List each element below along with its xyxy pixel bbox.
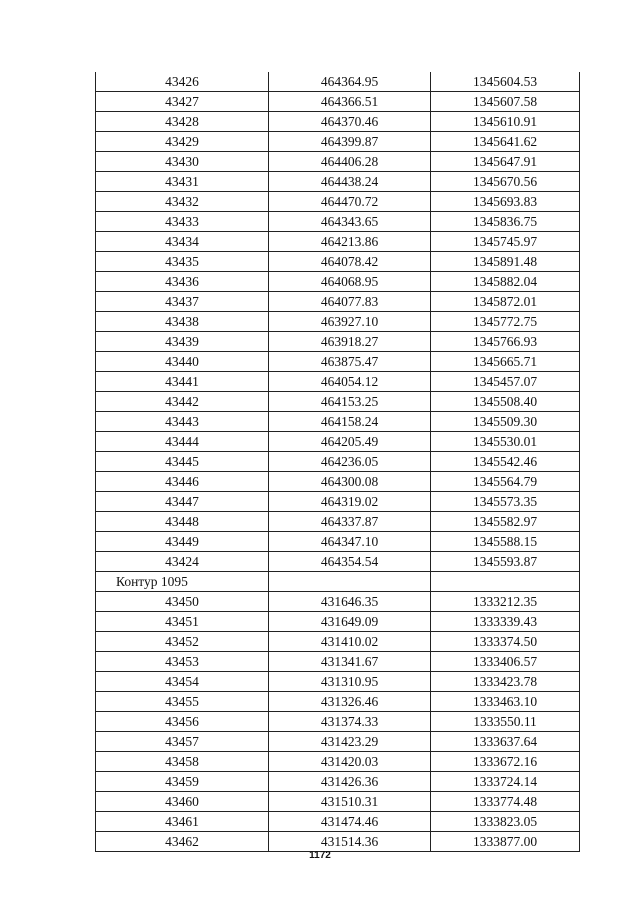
table-row	[96, 312, 580, 332]
table-body-lower	[96, 592, 580, 852]
y-coordinate-cell: 1345610.91	[431, 112, 580, 132]
y-coordinate-cell: 1345588.15	[431, 532, 580, 552]
table-row	[96, 592, 580, 612]
table-row	[96, 432, 580, 452]
y-coordinate-cell: 1345508.40	[431, 392, 580, 412]
x-coordinate-cell: 464343.65	[269, 212, 431, 232]
x-coordinate-cell: 431326.46	[269, 692, 431, 712]
point-number-cell: 43435	[96, 252, 269, 272]
y-coordinate-cell: 1345647.91	[431, 152, 580, 172]
x-coordinate-cell: 464078.42	[269, 252, 431, 272]
y-coordinate-cell: 1333339.43	[431, 612, 580, 632]
table-row	[96, 832, 580, 852]
x-coordinate-cell: 464153.25	[269, 392, 431, 412]
table-row	[96, 512, 580, 532]
y-coordinate-cell: 1333672.16	[431, 752, 580, 772]
x-coordinate-cell: 431510.31	[269, 792, 431, 812]
table-row	[96, 552, 580, 572]
y-coordinate-cell: 1345573.35	[431, 492, 580, 512]
y-coordinate-cell: 1345509.30	[431, 412, 580, 432]
table-row	[96, 292, 580, 312]
table-row	[96, 672, 580, 692]
table-row	[96, 152, 580, 172]
y-coordinate-cell: 1333774.48	[431, 792, 580, 812]
x-coordinate-cell: 431426.36	[269, 772, 431, 792]
point-number-cell: 43440	[96, 352, 269, 372]
contour-empty-cell	[431, 572, 580, 592]
x-coordinate-cell: 464354.54	[269, 552, 431, 572]
point-number-cell: 43424	[96, 552, 269, 572]
x-coordinate-cell: 431341.67	[269, 652, 431, 672]
point-number-cell: 43458	[96, 752, 269, 772]
y-coordinate-cell: 1345457.07	[431, 372, 580, 392]
x-coordinate-cell: 463918.27	[269, 332, 431, 352]
table-row	[96, 492, 580, 512]
x-coordinate-cell: 431474.46	[269, 812, 431, 832]
y-coordinate-cell: 1345607.58	[431, 92, 580, 112]
table-row	[96, 652, 580, 672]
point-number-cell: 43456	[96, 712, 269, 732]
y-coordinate-cell: 1333823.05	[431, 812, 580, 832]
table-row	[96, 752, 580, 772]
y-coordinate-cell: 1345530.01	[431, 432, 580, 452]
x-coordinate-cell: 464337.87	[269, 512, 431, 532]
x-coordinate-cell: 464205.49	[269, 432, 431, 452]
point-number-cell: 43438	[96, 312, 269, 332]
y-coordinate-cell: 1333212.35	[431, 592, 580, 612]
point-number-cell: 43429	[96, 132, 269, 152]
x-coordinate-cell: 464077.83	[269, 292, 431, 312]
page-number: 1172	[309, 850, 331, 861]
y-coordinate-cell: 1333406.57	[431, 652, 580, 672]
table-row	[96, 612, 580, 632]
contour-empty-cell	[269, 572, 431, 592]
point-number-cell: 43460	[96, 792, 269, 812]
point-number-cell: 43455	[96, 692, 269, 712]
point-number-cell: 43427	[96, 92, 269, 112]
table-body-upper	[96, 72, 580, 572]
table-row	[96, 372, 580, 392]
point-number-cell: 43454	[96, 672, 269, 692]
point-number-cell: 43430	[96, 152, 269, 172]
y-coordinate-cell: 1333724.14	[431, 772, 580, 792]
point-number-cell: 43445	[96, 452, 269, 472]
point-number-cell: 43449	[96, 532, 269, 552]
y-coordinate-cell: 1345891.48	[431, 252, 580, 272]
x-coordinate-cell: 464438.24	[269, 172, 431, 192]
x-coordinate-cell: 464470.72	[269, 192, 431, 212]
x-coordinate-cell: 431310.95	[269, 672, 431, 692]
table-row	[96, 112, 580, 132]
x-coordinate-cell: 464399.87	[269, 132, 431, 152]
x-coordinate-cell: 464213.86	[269, 232, 431, 252]
point-number-cell: 43459	[96, 772, 269, 792]
table-row	[96, 692, 580, 712]
y-coordinate-cell: 1333637.64	[431, 732, 580, 752]
y-coordinate-cell: 1345836.75	[431, 212, 580, 232]
point-number-cell: 43443	[96, 412, 269, 432]
x-coordinate-cell: 464370.46	[269, 112, 431, 132]
point-number-cell: 43446	[96, 472, 269, 492]
table-row	[96, 732, 580, 752]
y-coordinate-cell: 1345872.01	[431, 292, 580, 312]
point-number-cell: 43444	[96, 432, 269, 452]
point-number-cell: 43426	[96, 72, 269, 92]
x-coordinate-cell: 464054.12	[269, 372, 431, 392]
y-coordinate-cell: 1345641.62	[431, 132, 580, 152]
point-number-cell: 43431	[96, 172, 269, 192]
point-number-cell: 43457	[96, 732, 269, 752]
x-coordinate-cell: 464319.02	[269, 492, 431, 512]
table-row	[96, 392, 580, 412]
table-row	[96, 92, 580, 112]
y-coordinate-cell: 1345582.97	[431, 512, 580, 532]
point-number-cell: 43428	[96, 112, 269, 132]
point-number-cell: 43439	[96, 332, 269, 352]
y-coordinate-cell: 1345665.71	[431, 352, 580, 372]
table-row	[96, 532, 580, 552]
table-row	[96, 212, 580, 232]
point-number-cell: 43432	[96, 192, 269, 212]
y-coordinate-cell: 1345593.87	[431, 552, 580, 572]
y-coordinate-cell: 1345745.97	[431, 232, 580, 252]
contour-row	[96, 572, 580, 592]
y-coordinate-cell: 1333463.10	[431, 692, 580, 712]
x-coordinate-cell: 464236.05	[269, 452, 431, 472]
y-coordinate-cell: 1345604.53	[431, 72, 580, 92]
x-coordinate-cell: 464068.95	[269, 272, 431, 292]
point-number-cell: 43447	[96, 492, 269, 512]
table-row	[96, 252, 580, 272]
x-coordinate-cell: 431374.33	[269, 712, 431, 732]
y-coordinate-cell: 1345772.75	[431, 312, 580, 332]
table-row	[96, 472, 580, 492]
table-row	[96, 72, 580, 92]
point-number-cell: 43434	[96, 232, 269, 252]
table-row	[96, 712, 580, 732]
x-coordinate-cell: 464366.51	[269, 92, 431, 112]
point-number-cell: 43433	[96, 212, 269, 232]
point-number-cell: 43452	[96, 632, 269, 652]
point-number-cell: 43437	[96, 292, 269, 312]
coordinates-table	[95, 72, 580, 852]
table-row	[96, 792, 580, 812]
table-row	[96, 172, 580, 192]
contour-header	[96, 572, 580, 592]
table-row	[96, 192, 580, 212]
table-row	[96, 232, 580, 252]
x-coordinate-cell: 463927.10	[269, 312, 431, 332]
x-coordinate-cell: 464300.08	[269, 472, 431, 492]
x-coordinate-cell: 463875.47	[269, 352, 431, 372]
table-row	[96, 132, 580, 152]
point-number-cell: 43453	[96, 652, 269, 672]
point-number-cell: 43451	[96, 612, 269, 632]
y-coordinate-cell: 1333423.78	[431, 672, 580, 692]
point-number-cell: 43442	[96, 392, 269, 412]
x-coordinate-cell: 464347.10	[269, 532, 431, 552]
y-coordinate-cell: 1345564.79	[431, 472, 580, 492]
x-coordinate-cell: 464158.24	[269, 412, 431, 432]
point-number-cell: 43462	[96, 832, 269, 852]
x-coordinate-cell: 431514.36	[269, 832, 431, 852]
y-coordinate-cell: 1345766.93	[431, 332, 580, 352]
y-coordinate-cell: 1333374.50	[431, 632, 580, 652]
table-row	[96, 812, 580, 832]
table-row	[96, 772, 580, 792]
point-number-cell: 43436	[96, 272, 269, 292]
table-row	[96, 452, 580, 472]
point-number-cell: 43448	[96, 512, 269, 532]
table-row	[96, 632, 580, 652]
x-coordinate-cell: 431420.03	[269, 752, 431, 772]
y-coordinate-cell: 1345693.83	[431, 192, 580, 212]
point-number-cell: 43461	[96, 812, 269, 832]
table-row	[96, 272, 580, 292]
contour-label: Контур 1095	[96, 572, 269, 592]
y-coordinate-cell: 1345882.04	[431, 272, 580, 292]
y-coordinate-cell: 1345670.56	[431, 172, 580, 192]
x-coordinate-cell: 431423.29	[269, 732, 431, 752]
x-coordinate-cell: 431646.35	[269, 592, 431, 612]
x-coordinate-cell: 431649.09	[269, 612, 431, 632]
table-row	[96, 352, 580, 372]
y-coordinate-cell: 1333877.00	[431, 832, 580, 852]
point-number-cell: 43450	[96, 592, 269, 612]
y-coordinate-cell: 1333550.11	[431, 712, 580, 732]
x-coordinate-cell: 464364.95	[269, 72, 431, 92]
table-row	[96, 412, 580, 432]
point-number-cell: 43441	[96, 372, 269, 392]
x-coordinate-cell: 464406.28	[269, 152, 431, 172]
y-coordinate-cell: 1345542.46	[431, 452, 580, 472]
x-coordinate-cell: 431410.02	[269, 632, 431, 652]
table-row	[96, 332, 580, 352]
